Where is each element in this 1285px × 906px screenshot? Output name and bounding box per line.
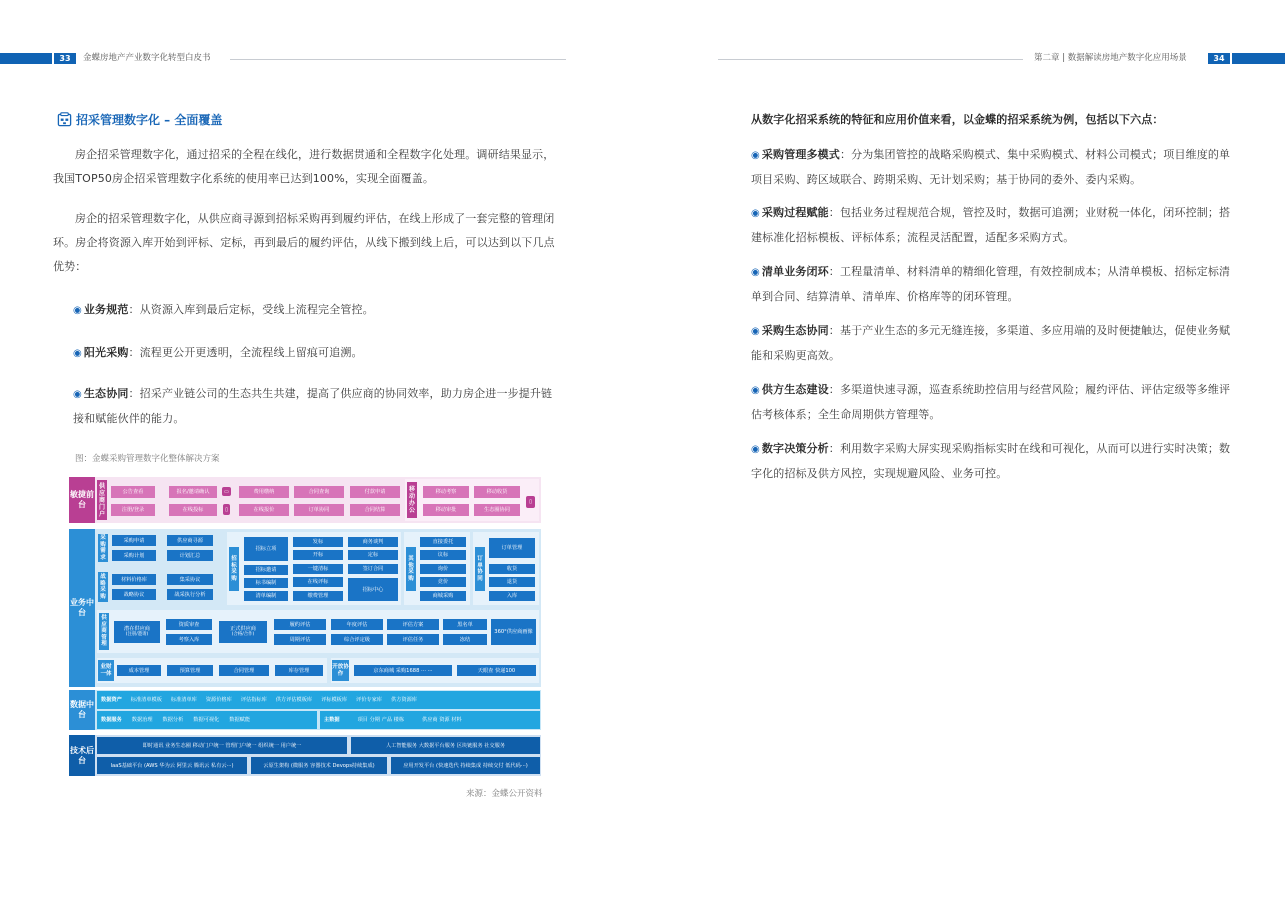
bullet-icon: ◉ bbox=[73, 389, 82, 400]
right-page-number: 34 bbox=[1208, 53, 1230, 64]
strategy-cell: 战采执行分析 bbox=[167, 589, 213, 600]
supplier-cell: 潜在供应商 (注册/邀请) bbox=[114, 621, 160, 643]
left-header-title: 金蝶房地产产业数字化转型白皮书 bbox=[83, 53, 211, 63]
other-purchase-cell: 议标 bbox=[420, 550, 466, 560]
front-label: 敏捷前台 bbox=[69, 477, 95, 523]
supplier-mgmt-label: 供应商管理 bbox=[99, 613, 109, 650]
strategy-cell: 集采协议 bbox=[167, 574, 213, 585]
right-header-rule bbox=[718, 59, 1023, 60]
feature-item-5: ◉ 供方生态建设：多渠道快速寻源，巡查系统助控信用与经营风险；履约评估、评估定级等多维评估考核体系；全生命周期供方管理等。 bbox=[751, 383, 1231, 421]
tender-cell: 一键清标 bbox=[293, 564, 343, 574]
feature-item-6: ◉ 数字决策分析：利用数字采购大屏实现采购指标实时在线和可视化，从而可以进行实时决策；数字化的招标及供方风控，实现规避风险、业务可控。 bbox=[751, 442, 1231, 480]
tender-cell: 发标 bbox=[293, 537, 343, 547]
order-label: 订单协同 bbox=[475, 547, 485, 591]
tender-cell: 清单编制 bbox=[244, 591, 288, 601]
tender-cell: 招标中心 bbox=[348, 578, 398, 601]
advantage-item-2: ◉ 阳光采购：流程更公开更透明，全流程线上留痕可追溯。 bbox=[73, 346, 363, 359]
supplier-cell: 周期评估 bbox=[274, 634, 326, 645]
front-cell: 生态圈协同 bbox=[474, 504, 520, 516]
bullet-icon: ◉ bbox=[751, 326, 760, 337]
supplier-cell: 履约评估 bbox=[274, 619, 326, 630]
feature-item-2: ◉ 采购过程赋能：包括业务过程规范合规，管控及时，数据可追溯；业财税一体化，闭环控制；搭建标准化招标模板、评标体系；流程灵活配置，适配多采购方式。 bbox=[751, 206, 1231, 244]
front-cell: 合同查询 bbox=[294, 486, 344, 498]
left-header-rule bbox=[230, 59, 566, 60]
feature-item-1: ◉ 采购管理多模式：分为集团管控的战略采购模式、集中采购模式、材料公司模式；项目维度的单项目采购、跨区域联合、跨期采购、无计划采购；基于协同的委外、委内采购。 bbox=[751, 148, 1231, 186]
right-intro: 从数字化招采系统的特征和应用价值来看，以金蝶的招采系统为例，包括以下六点： bbox=[751, 113, 1164, 126]
strategy-label: 战略采购 bbox=[98, 572, 108, 602]
front-cell: 付款申请 bbox=[350, 486, 400, 498]
figure-source: 来源：金蝶公开资料 bbox=[466, 789, 543, 799]
other-purchase-cell: 询价 bbox=[420, 564, 466, 574]
tender-label: 招标采购 bbox=[229, 547, 239, 591]
supplier-cell: 考察入库 bbox=[166, 634, 212, 645]
finance-cell: 预算管理 bbox=[167, 665, 213, 676]
data-label: 数据中台 bbox=[69, 690, 95, 730]
data-row: 数据服务 数据治理 数据分析 数据可视化 数据赋能 bbox=[97, 711, 317, 729]
strategy-cell: 战略协议 bbox=[112, 589, 156, 600]
front-cell: 注册/登录 bbox=[111, 504, 155, 516]
finance-cell: 合同管理 bbox=[219, 665, 269, 676]
supplier-cell: 正式供应商 (合格/合作) bbox=[219, 621, 267, 643]
tender-cell: 签订合同 bbox=[348, 564, 398, 574]
business-label: 业务中台 bbox=[69, 529, 95, 687]
order-cell: 退货 bbox=[489, 577, 535, 587]
advantage-item-1: ◉ 业务规范：从资源入库到最后定标，受线上流程完全管控。 bbox=[73, 303, 374, 316]
tender-cell: 招标立项 bbox=[244, 537, 288, 561]
front-cell: 公告查看 bbox=[111, 486, 155, 498]
supplier-cell: 评估任务 bbox=[387, 634, 439, 645]
tech-cell: 人工智能服务 大数据平台服务 区块链服务 社交服务 bbox=[351, 737, 540, 754]
phone-icon: ▯ bbox=[526, 496, 535, 508]
tech-cell: 即时通讯 业务生态圈 移动门户统一 管理门户统一 组织统一 用户统一 bbox=[97, 737, 347, 754]
tech-cell: 应用开发平台 (快速迭代 持续集成 持续交付 低代码···) bbox=[391, 757, 540, 774]
right-header-bar bbox=[1232, 53, 1285, 64]
other-purchase-cell: 竞价 bbox=[420, 577, 466, 587]
tender-cell: 在线评标 bbox=[293, 577, 343, 587]
order-cell: 入库 bbox=[489, 591, 535, 601]
bullet-icon: ◉ bbox=[751, 208, 760, 219]
demand-cell: 采购申请 bbox=[112, 535, 156, 546]
front-cell: 移动审批 bbox=[423, 504, 469, 516]
demand-label: 采购需求 bbox=[98, 534, 108, 562]
section-title: 招采管理数字化 – 全面覆盖 bbox=[57, 111, 222, 128]
left-header-bar bbox=[0, 53, 52, 64]
supplier-mgmt-box bbox=[97, 610, 539, 653]
tech-label: 技术后台 bbox=[69, 735, 95, 776]
front-cell: 在线投标 bbox=[169, 504, 217, 516]
order-cell: 收货 bbox=[489, 564, 535, 574]
demand-cell: 计划汇总 bbox=[167, 550, 213, 561]
other-purchase-label: 其他采购 bbox=[406, 547, 416, 591]
strategy-cell: 材料价格库 bbox=[112, 574, 156, 585]
other-purchase-cell: 直接委托 bbox=[420, 537, 466, 547]
supplier-cell: 冻结 bbox=[443, 634, 487, 645]
tender-cell: 开标 bbox=[293, 550, 343, 560]
front-cell: 费用缴纳 bbox=[239, 486, 289, 498]
data-row: 主数据 项目 分期 产品 楼栋 供应商 资源 材料 bbox=[320, 711, 540, 729]
front-cell: 移动收货 bbox=[474, 486, 520, 498]
supplier-cell: 资质审查 bbox=[166, 619, 212, 630]
tech-cell: 云原生架构 (微服务 容器技术 Devops持续集成) bbox=[251, 757, 387, 774]
open-label: 开放协作 bbox=[332, 660, 349, 681]
tender-cell: 商务谈判 bbox=[348, 537, 398, 547]
bullet-icon: ◉ bbox=[751, 267, 760, 278]
front-cell: 移动考察 bbox=[423, 486, 469, 498]
advantage-item-3: ◉ 生态协同：招采产业链公司的生态共生共建，提高了供应商的协同效率，助力房企进一步提升链接和赋能伙伴的能力。 bbox=[73, 387, 553, 425]
supplier-cell: 综合评定级 bbox=[331, 634, 383, 645]
supplier-cell: 年度评估 bbox=[331, 619, 383, 630]
front-cell: 报名/邀请确认 bbox=[169, 486, 217, 498]
tender-cell: 标书编制 bbox=[244, 578, 288, 588]
front-cell: 订单协同 bbox=[294, 504, 344, 516]
procurement-icon bbox=[57, 112, 72, 127]
bullet-icon: ◉ bbox=[751, 444, 760, 455]
tender-cell: 定标 bbox=[348, 550, 398, 560]
demand-cell: 采购计划 bbox=[112, 550, 156, 561]
open-cell: 京东商城 采购1688 ··· ··· bbox=[354, 665, 452, 676]
open-cell: 天眼查 快递100 bbox=[457, 665, 536, 676]
supplier-portal-label: 供应商门户 bbox=[97, 480, 107, 520]
feature-item-4: ◉ 采购生态协同：基于产业生态的多元无缝连接，多渠道、多应用端的及时便捷触达，促使业务赋能和采购更高效。 bbox=[751, 324, 1231, 362]
mobile-office-label: 移动办公 bbox=[407, 482, 417, 518]
other-purchase-cell: 商城采购 bbox=[420, 591, 466, 601]
solution-diagram bbox=[69, 477, 541, 777]
figure-caption: 图：金蝶采购管理数字化整体解决方案 bbox=[75, 454, 220, 464]
supplier-cell: 评估方案 bbox=[387, 619, 439, 630]
demand-cell: 供应商寻源 bbox=[167, 535, 213, 546]
order-cell: 订单管理 bbox=[489, 538, 535, 558]
tender-cell: 招标邀请 bbox=[244, 565, 288, 575]
phone-icon: ▯ bbox=[223, 504, 230, 515]
front-cell: 在线报价 bbox=[239, 504, 289, 516]
supplier-cell: 360°供应商画像 bbox=[491, 619, 536, 645]
feature-item-3: ◉ 清单业务闭环：工程量清单、材料清单的精细化管理，有效控制成本；从清单模板、招标定标清单到合同、结算清单、清单库、价格库等的闭环管理。 bbox=[751, 265, 1231, 303]
front-cell: 合同结算 bbox=[350, 504, 400, 516]
bullet-icon: ◉ bbox=[73, 305, 82, 316]
intro-paragraph-1: 房企招采管理数字化，通过招采的全程在线化，进行数据贯通和全程数字化处理。调研结果显示，我国TOP50房企招采管理数字化系统的使用率已达到100%，实现全面覆盖。 bbox=[53, 148, 555, 185]
intro-paragraph-2: 房企的招采管理数字化，从供应商寻源到招标采购再到履约评估，在线上形成了一套完整的管理闭环。房企将资源入库开始到评标、定标，再到最后的履约评估，从线下搬到线上后，可以达到以下几点优势： bbox=[53, 212, 555, 273]
right-header-title: 第二章 | 数据解读房地产数字化应用场景 bbox=[1034, 53, 1187, 63]
bullet-icon: ◉ bbox=[751, 385, 760, 396]
finance-cell: 库存管理 bbox=[275, 665, 323, 676]
bullet-icon: ◉ bbox=[73, 348, 82, 359]
tech-cell: IaaS基础平台 (AWS 华为云 阿里云 腾讯云 私有云···) bbox=[97, 757, 247, 774]
tender-cell: 缴费管理 bbox=[293, 591, 343, 601]
bullet-icon: ◉ bbox=[751, 150, 760, 161]
left-page-number: 33 bbox=[54, 53, 76, 64]
data-row: 数据资产 标准清单模板 标准清单库 资源价格库 评估指标库 供方评估模板库 评标模板库 评价专家库 供方资源库 bbox=[97, 691, 540, 709]
finance-label: 业财一体 bbox=[98, 660, 114, 681]
supplier-cell: 黑名单 bbox=[443, 619, 487, 630]
finance-cell: 成本管理 bbox=[117, 665, 161, 676]
monitor-icon: ▭ bbox=[222, 487, 231, 496]
